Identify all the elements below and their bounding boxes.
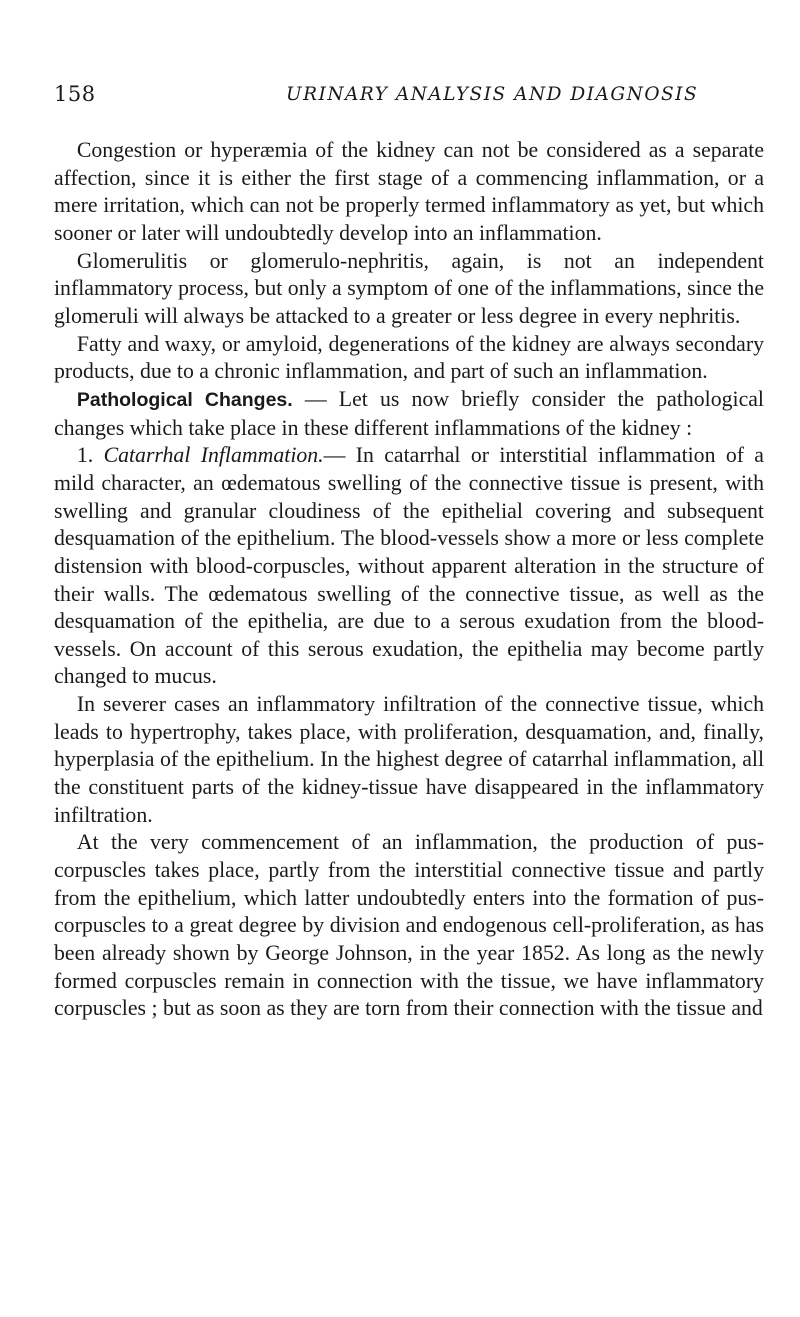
list-number: 1. (76, 443, 104, 468)
page-header (54, 82, 756, 112)
paragraph: Fatty and waxy, or amyloid, degenerations of the kidney are always secondary products, due to a chronic inflammation, and part of such an inflammation. (54, 331, 764, 384)
paragraph-text: — In catarrhal or interstitial inflammation of a mild character, an œdematous swelling of the connective tissue is present, with swelling and granular cloudiness of the epithelial covering and subsequent desquamation of the epithelium. The blood-vessels show a more or less complete distension with blood-corpuscles, without apparent alteration in the structure of their walls. The œdematous swelling of the connective tissue, as well as the desquamation of the epithelia, are due to a serous exudation from the blood-vessels. On account of this serous exudation, the epithelia may become partly changed to mucus. (54, 443, 764, 689)
running-head: URINARY ANALYSIS AND DIAGNOSIS (286, 84, 699, 105)
paragraph: Glomerulitis or glomerulo-nephritis, again, is not an independent inflammatory process, but only a symptom of one of the inflammations, since the glomeruli will always be attacked to a greater or less degree in every nephritis. (54, 248, 764, 328)
body-text (54, 137, 764, 1023)
page-number: 158 (54, 82, 96, 106)
paragraph-pathological-changes (54, 386, 764, 442)
paragraph: At the very commencement of an inflammation, the production of pus-corpuscles takes place, partly from the interstitial connective tissue and partly from the epithelium, which latter undoubtedly enters into the formation of pus-corpuscles to a great degree by division and endogenous cell-proliferation, as has been already shown by George Johnson, in the year 1852. As long as the newly formed corpuscles remain in connection with the tissue, we have inflammatory corpuscles ; but as soon as they are torn from their connection with the tissue and (54, 830, 764, 1021)
subsection-heading: Catarrhal Inflammation. (103, 443, 324, 468)
paragraph-catarrhal-inflammation (54, 442, 764, 691)
section-heading: Pathological Changes. (76, 388, 293, 411)
paragraph: Congestion or hyperæmia of the kidney can not be considered as a separate affection, since it is either the first stage of a commencing inflammation, or a mere irritation, which can not be properly termed inflammatory as yet, but which sooner or later will undoubtedly develop into an inflammation. (54, 138, 764, 245)
paragraph-text: — Let us now briefly consider the pathological changes which take place in these different inflammations of the kidney : (54, 386, 764, 440)
paragraph: In severer cases an inflammatory infiltration of the connective tissue, which leads to hypertrophy, takes place, with proliferation, desquamation, and, finally, hyperplasia of the epithelium. In the highest degree of catarrhal inflammation, all the constituent parts of the kidney-tissue have disappeared in the inflammatory infiltration. (54, 692, 764, 827)
